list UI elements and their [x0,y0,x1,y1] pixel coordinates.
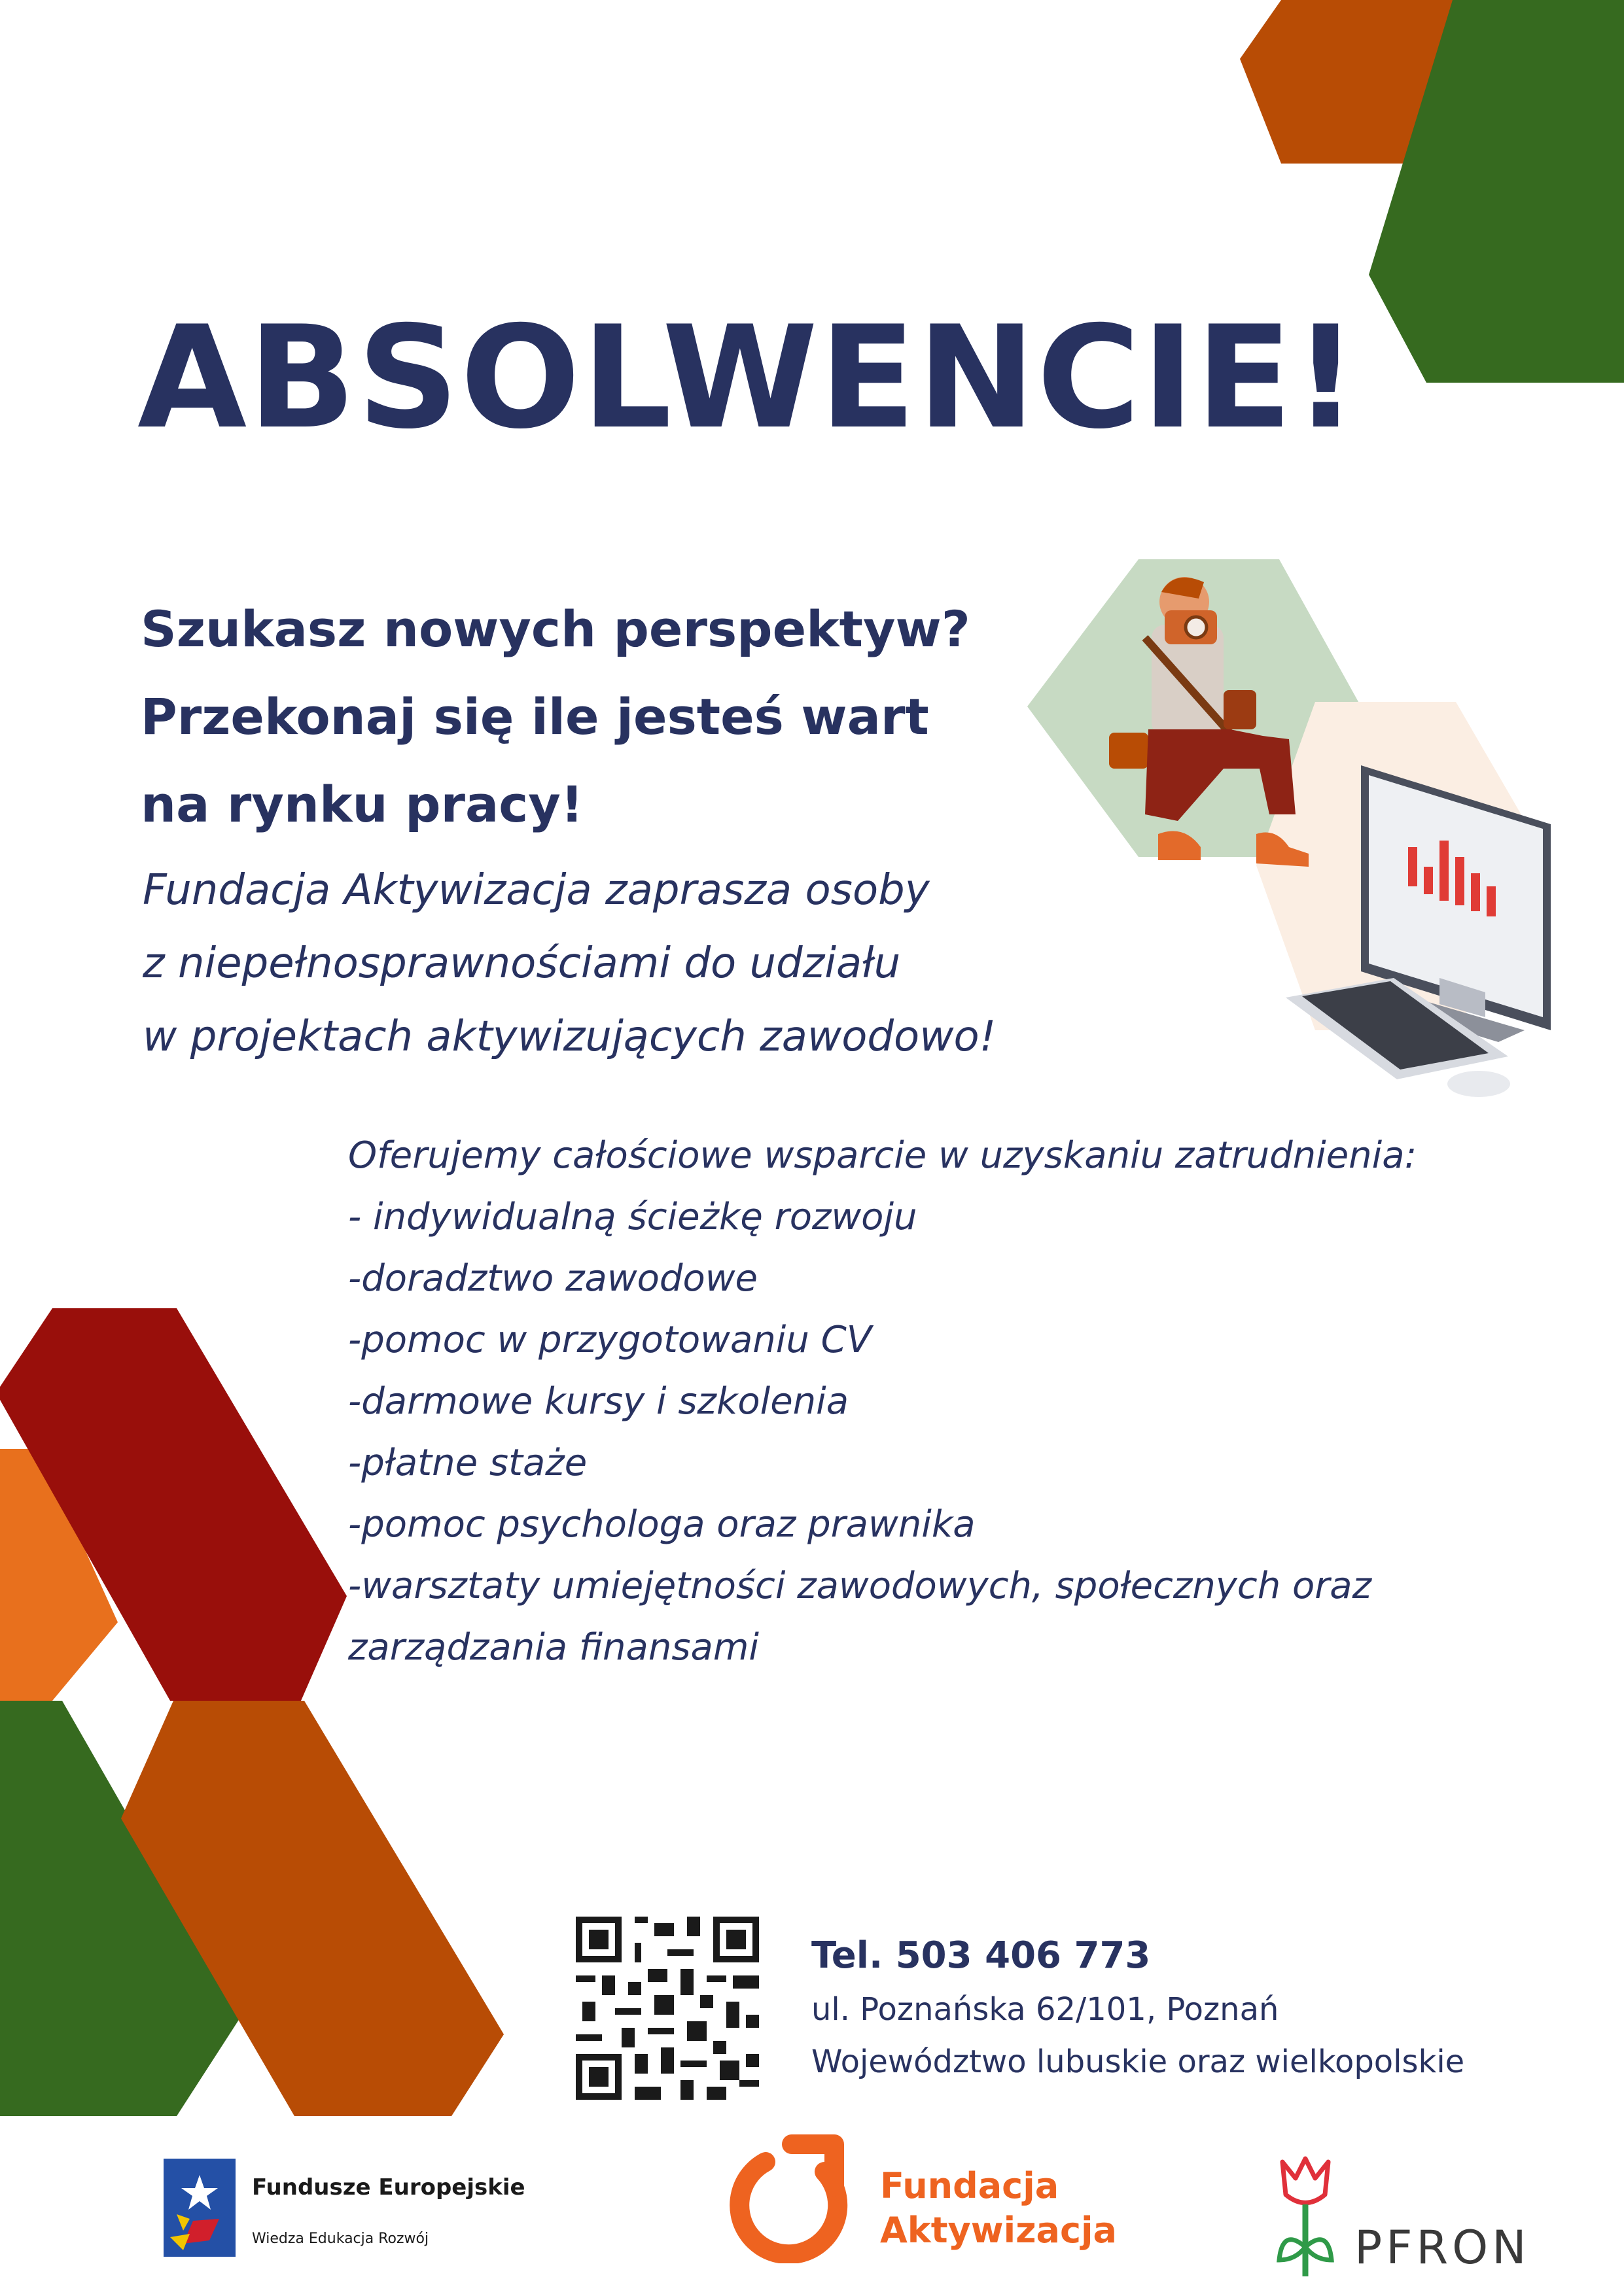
offer-heading: Oferujemy całościowe wsparcie w uzyskaniu zatrudnienia: [348,1134,1417,1177]
subheading [141,585,970,848]
subheading-line: Szukasz nowych perspektyw? [141,600,970,658]
fundacja-aktywizacja-logo [726,2132,1117,2266]
intro-text [143,854,996,1073]
subheading-line: Przekonaj się ile jesteś wart [141,687,929,746]
qr-code-icon[interactable] [576,1917,759,2100]
fundusze-europejskie-logo [164,2159,525,2259]
offer-item: -pomoc w przygotowaniu CV [348,1319,872,1361]
hero-illustration [1027,559,1564,1115]
pfron-logo [1269,2149,1530,2282]
region: Województwo lubuskie oraz wielkopolskie [811,2044,1465,2080]
offer-list [348,1125,1417,1679]
intro-line: Fundacja Aktywizacja zaprasza osoby [143,866,930,914]
phone-number[interactable]: Tel. 503 406 773 [811,1934,1151,1977]
subheading-line: na rynku pracy! [141,775,584,833]
address: ul. Poznańska 62/101, Poznań [811,1991,1279,2028]
offer-item: -warsztaty umiejętności zawodowych, społecznych oraz [348,1565,1372,1607]
offer-item: - indywidualną ścieżkę rozwoju [348,1196,917,1238]
fundusze-subtitle: Wiedza Edukacja Rozwój [252,2231,429,2247]
page-title: ABSOLWENCIE! [137,296,1360,460]
offer-item: -pomoc psychologa oraz prawnika [348,1503,976,1546]
pfron-name: PFRON [1354,2221,1530,2274]
intro-line: z niepełnosprawnościami do udziału [143,939,901,988]
offer-item: -doradztwo zawodowe [348,1257,758,1300]
tulip-icon [1269,2149,1348,2280]
offer-item: zarządzania finansami [348,1626,759,1669]
fundusze-name: Fundusze Europejskie [252,2174,525,2200]
offer-item: -płatne staże [348,1442,588,1484]
offer-item: -darmowe kursy i szkolenia [348,1380,849,1423]
fundacja-name: Fundacja Aktywizacja [880,2165,1117,2251]
fundacja-arrow-icon [726,2132,857,2263]
intro-line: w projektach aktywizujących zawodowo! [143,1013,997,1061]
eu-flag-icon [164,2159,236,2257]
contact-info [811,1928,1464,2088]
